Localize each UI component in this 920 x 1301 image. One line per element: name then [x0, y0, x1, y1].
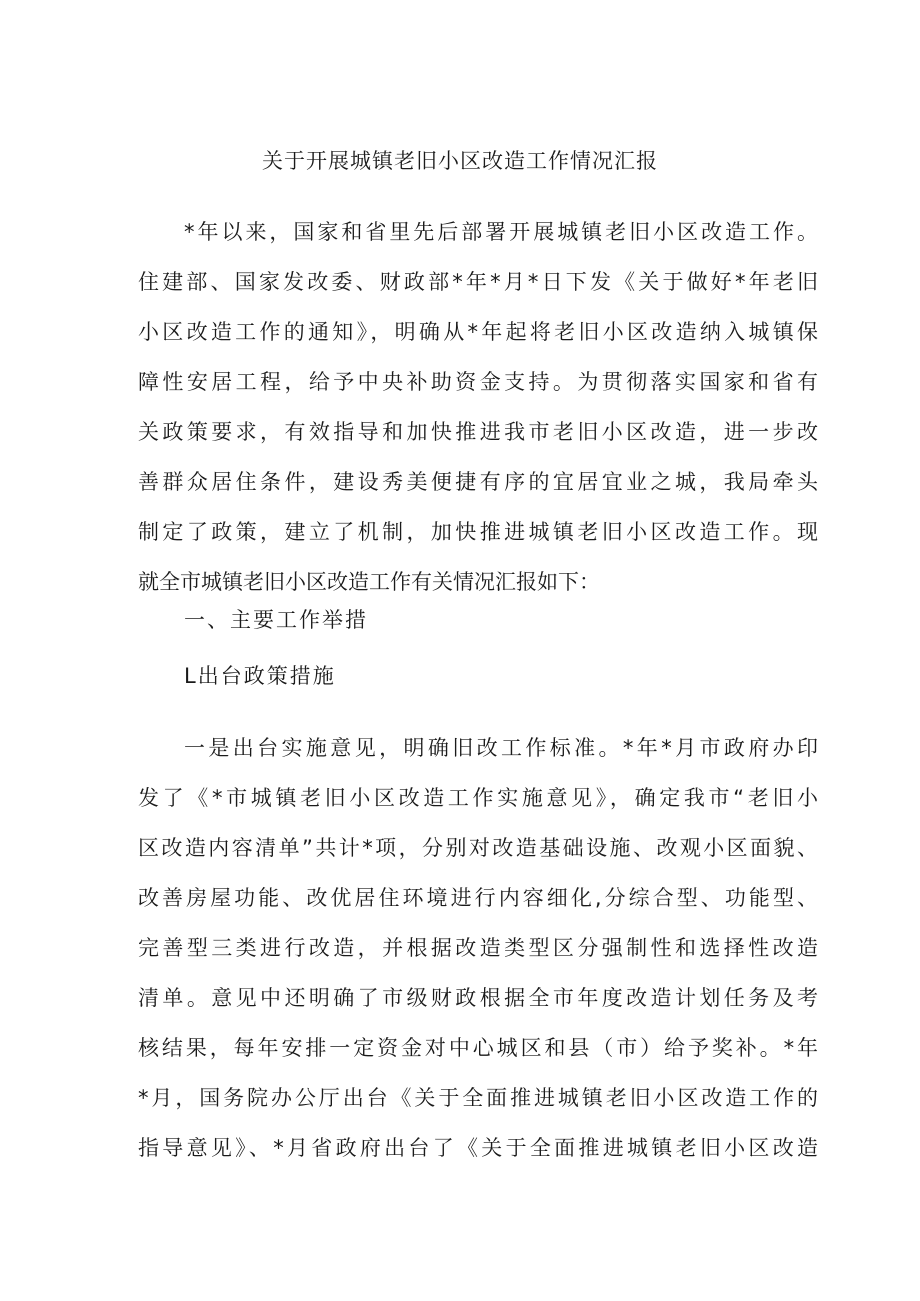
- paragraph-line: 指导意见》、*月省政府出台了《关于全面推进城镇老旧小区改造: [138, 1136, 818, 1160]
- subsection-heading: L出台政策措施: [184, 664, 336, 688]
- paragraph-line: 障性安居工程，给予中央补助资金支持。为贯彻落实国家和省有: [138, 370, 818, 394]
- document-title: 关于开展城镇老旧小区改造工作情况汇报: [262, 149, 658, 173]
- paragraph-line: 区改造内容清单”共计*项，分别对改造基础设施、改观小区面貌、: [138, 836, 818, 860]
- paragraph-line: 制定了政策，建立了机制，加快推进城镇老旧小区改造工作。现: [138, 520, 818, 544]
- paragraph-line: 善群众居住条件，建设秀美便捷有序的宜居宜业之城，我局牵头: [138, 470, 818, 494]
- paragraph-line: *年以来，国家和省里先后部署开展城镇老旧小区改造工作。: [184, 220, 818, 244]
- paragraph-line: 小区改造工作的通知》，明确从*年起将老旧小区改造纳入城镇保: [138, 320, 818, 344]
- paragraph-line: 一是出台实施意见，明确旧改工作标准。*年*月市政府办印: [184, 736, 818, 760]
- paragraph-line: 核结果，每年安排一定资金对中心城区和县（市）给予奖补。*年: [138, 1036, 818, 1060]
- paragraph-line: 就全市城镇老旧小区改造工作有关情况汇报如下：: [138, 570, 600, 594]
- paragraph-line: 住建部、国家发改委、财政部*年*月*日下发《关于做好*年老旧: [138, 270, 818, 294]
- paragraph-line: 关政策要求，有效指导和加快推进我市老旧小区改造，进一步改: [138, 420, 818, 444]
- paragraph-line: *月，国务院办公厅出台《关于全面推进城镇老旧小区改造工作的: [138, 1086, 818, 1110]
- paragraph-line: 完善型三类进行改造，并根据改造类型区分强制性和选择性改造: [138, 936, 818, 960]
- paragraph-line: 改善房屋功能、改优居住环境进行内容细化,分综合型、功能型、: [138, 886, 818, 910]
- paragraph-line: 清单。意见中还明确了市级财政根据全市年度改造计划任务及考: [138, 986, 818, 1010]
- paragraph-line: 发了《*市城镇老旧小区改造工作实施意见》，确定我市“老旧小: [138, 786, 818, 810]
- section-heading: 一、主要工作举措: [184, 608, 368, 632]
